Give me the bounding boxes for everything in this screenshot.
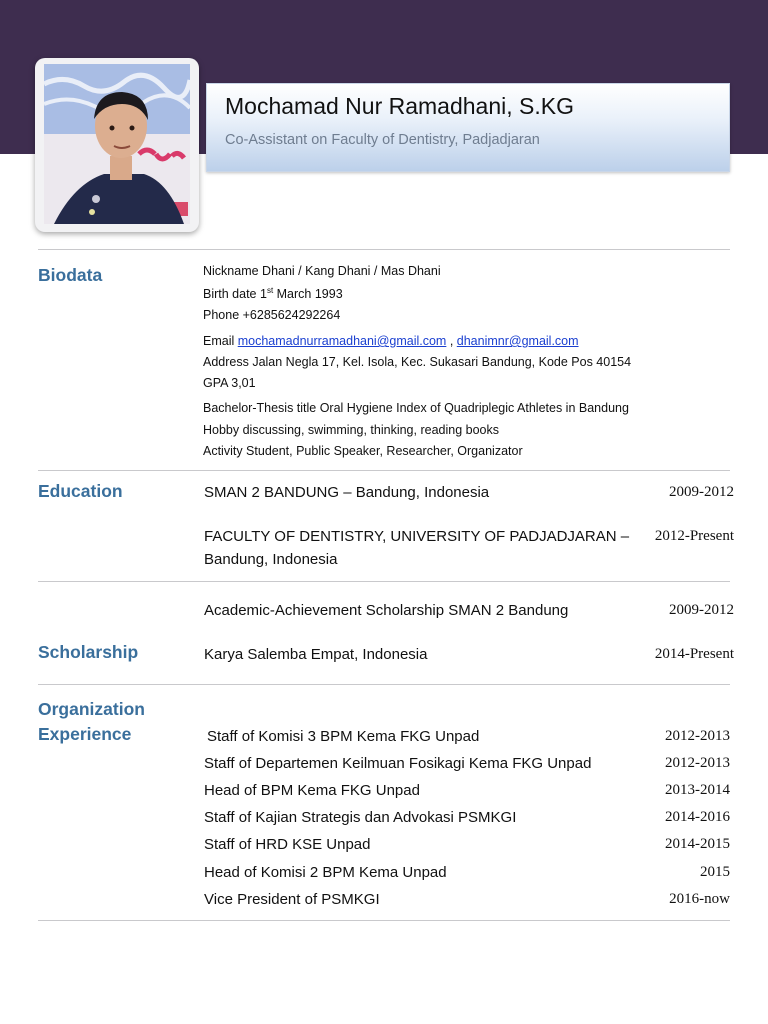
organization-heading-line-2: Experience xyxy=(38,724,132,744)
education-item-2: FACULTY OF DENTISTRY, UNIVERSITY OF PADJADJARAN – Bandung, Indonesia xyxy=(204,528,630,568)
biodata-nickname: Nickname Dhani / Kang Dhani / Mas Dhani xyxy=(203,264,441,278)
scholarship-heading: Scholarship xyxy=(38,642,139,662)
organization-heading xyxy=(38,697,145,747)
organization-years: 2014-2015 xyxy=(665,836,730,852)
scholarship-item-2: Karya Salemba Empat, Indonesia xyxy=(204,646,428,663)
biodata-heading: Biodata xyxy=(38,265,103,285)
biodata-thesis: Bachelor-Thesis title Oral Hygiene Index of Quadriplegic Athletes in Bandung xyxy=(203,401,629,415)
education-years-2: 2012-Present xyxy=(654,528,734,544)
organization-item: Vice President of PSMKGI xyxy=(204,891,380,908)
biodata-activity: Activity Student, Public Speaker, Researcher, Organizator xyxy=(203,444,523,458)
scholarship-item-1: Academic-Achievement Scholarship SMAN 2 Bandung xyxy=(204,602,569,619)
organization-years: 2015 xyxy=(700,864,730,880)
name-banner xyxy=(206,83,730,172)
profile-photo-frame xyxy=(35,58,199,232)
email-link-primary[interactable]: mochamadnurramadhani@gmail.com xyxy=(237,334,447,348)
scholarship-years-2: 2014-Present xyxy=(654,646,734,662)
email-link-secondary[interactable]: dhanimnr@gmail.com xyxy=(456,334,579,348)
organization-years: 2013-2014 xyxy=(665,782,730,798)
birthdate-suffix: March 1993 xyxy=(273,287,343,302)
scholarship-years-1: 2009-2012 xyxy=(669,602,734,618)
birthdate-sup: st xyxy=(266,286,274,295)
divider xyxy=(38,581,730,582)
organization-years: 2012-2013 xyxy=(665,755,730,771)
divider xyxy=(38,684,730,685)
email-separator: , xyxy=(446,334,457,348)
biodata-email xyxy=(203,334,579,348)
divider xyxy=(38,920,730,921)
organization-years: 2016-now xyxy=(669,891,730,907)
education-heading: Education xyxy=(38,481,123,501)
biodata-phone: Phone +6285624292264 xyxy=(203,308,341,322)
divider xyxy=(38,249,730,250)
organization-item: Staff of Kajian Strategis dan Advokasi PSMKGI xyxy=(204,809,517,826)
organization-item: Staff of Komisi 3 BPM Kema FKG Unpad xyxy=(207,728,480,745)
biodata-hobby: Hobby discussing, swimming, thinking, reading books xyxy=(203,423,499,437)
email-label: Email xyxy=(203,334,238,348)
biodata-address: Address Jalan Negla 17, Kel. Isola, Kec. Sukasari Bandung, Kode Pos 40154 xyxy=(203,355,632,369)
profile-photo xyxy=(44,64,190,224)
organization-item: Staff of HRD KSE Unpad xyxy=(204,836,371,853)
education-years-1: 2009-2012 xyxy=(669,484,734,500)
organization-item: Head of BPM Kema FKG Unpad xyxy=(204,782,420,799)
organization-years: 2012-2013 xyxy=(665,728,730,744)
education-item-1: SMAN 2 BANDUNG – Bandung, Indonesia xyxy=(204,484,490,501)
divider xyxy=(38,470,730,471)
birthdate-prefix: Birth date 1 xyxy=(203,287,267,302)
biodata-birthdate xyxy=(203,286,343,301)
organization-item: Head of Komisi 2 BPM Kema Unpad xyxy=(204,864,447,881)
biodata-gpa: GPA 3,01 xyxy=(203,376,256,390)
organization-heading-line-1: Organization xyxy=(38,699,145,719)
profile-photo-illustration xyxy=(44,64,190,224)
candidate-subtitle: Co-Assistant on Faculty of Dentistry, Padjadjaran xyxy=(225,132,540,148)
candidate-name: Mochamad Nur Ramadhani, S.KG xyxy=(225,93,574,119)
organization-item: Staff of Departemen Keilmuan Fosikagi Kema FKG Unpad xyxy=(204,755,592,772)
organization-years: 2014-2016 xyxy=(665,809,730,825)
